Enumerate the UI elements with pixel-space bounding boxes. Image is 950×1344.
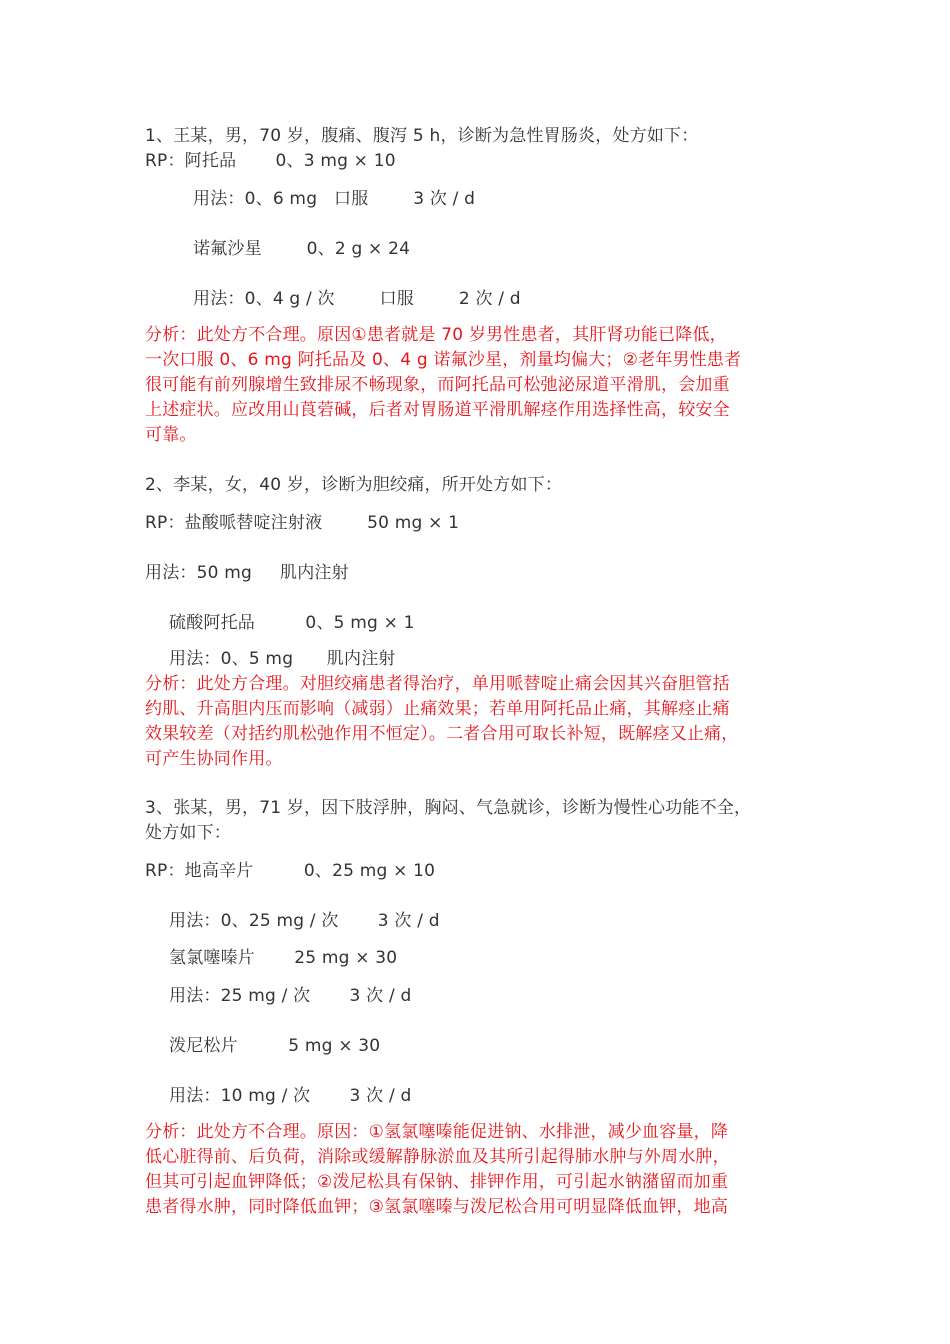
case3-analysis-line: 分析：此处方不合理。原因：①氢氯噻嗪能促进钠、水排泄，减少血容量，降 — [145, 1122, 729, 1142]
case1-drug2: 诺氟沙星 0、2 g × 24 — [193, 239, 411, 259]
case2-usage1: 用法：50 mg 肌内注射 — [145, 563, 349, 583]
case2-analysis-line: 分析：此处方合理。对胆绞痛患者得治疗，单用哌替啶止痛会因其兴奋胆管括 — [145, 674, 730, 694]
case3-analysis-line: 患者得水肿，同时降低血钾；③氢氯噻嗪与泼尼松合用可明显降低血钾，地高 — [145, 1197, 729, 1217]
case1-usage1: 用法：0、6 mg 口服 3 次 / d — [193, 189, 476, 209]
case1-intro: 1、王某，男，70 岁，腹痛、腹泻 5 h，诊断为急性胃肠炎，处方如下： — [145, 126, 699, 146]
case2-analysis-line: 效果较差（对括约肌松弛作用不恒定）。二者合用可取长补短，既解痉又止痛， — [145, 724, 739, 744]
case1-analysis-line: 很可能有前列腺增生致排尿不畅现象，而阿托品可松弛泌尿道平滑肌，会加重 — [145, 375, 730, 395]
case2-rx-line: RP：盐酸哌替啶注射液 50 mg × 1 — [145, 513, 460, 533]
case2-usage2: 用法：0、5 mg 肌内注射 — [169, 649, 396, 669]
case3-rx-line: RP：地高辛片 0、25 mg × 10 — [145, 861, 436, 881]
case3-analysis-line: 但其可引起血钾降低；②泼尼松具有保钠、排钾作用，可引起水钠潴留而加重 — [145, 1172, 729, 1192]
case3-drug2: 氢氯噻嗪片 25 mg × 30 — [169, 948, 398, 968]
case3-drug3: 泼尼松片 5 mg × 30 — [169, 1036, 381, 1056]
case3-intro-line: 3、张某，男，71 岁，因下肢浮肿，胸闷、气急就诊，诊断为慢性心功能不全， — [145, 798, 752, 818]
case1-rx-line: RP：阿托品 0、3 mg × 10 — [145, 151, 396, 171]
case2-analysis-line: 约肌、升高胆内压而影响（减弱）止痛效果；若单用阿托品止痛，其解痉止痛 — [145, 699, 730, 719]
case3-usage3: 用法：10 mg / 次 3 次 / d — [169, 1086, 412, 1106]
case2-drug2: 硫酸阿托品 0、5 mg × 1 — [169, 613, 415, 633]
case2-analysis-line: 可产生协同作用。 — [145, 749, 283, 769]
case1-analysis-line: 上述症状。应改用山莨菪碱，后者对胃肠道平滑肌解痉作用选择性高，较安全 — [145, 400, 730, 420]
case3-intro-line: 处方如下： — [145, 823, 231, 843]
case3-usage1: 用法：0、25 mg / 次 3 次 / d — [169, 911, 440, 931]
case1-usage2: 用法：0、4 g / 次 口服 2 次 / d — [193, 289, 521, 309]
case3-usage2: 用法：25 mg / 次 3 次 / d — [169, 986, 412, 1006]
case1-analysis-line: 分析：此处方不合理。原因①患者就是 70 岁男性患者，其肝肾功能已降低， — [145, 325, 727, 345]
case1-analysis-line: 一次口服 0、6 mg 阿托品及 0、4 g 诺氟沙星，剂量均偏大；②老年男性患者 — [145, 350, 742, 370]
case1-analysis-line: 可靠。 — [145, 425, 197, 445]
case2-intro: 2、李某，女，40 岁，诊断为胆绞痛，所开处方如下： — [145, 475, 563, 495]
case3-analysis-line: 低心脏得前、后负荷，消除或缓解静脉淤血及其所引起得肺水肿与外周水肿， — [145, 1147, 730, 1167]
